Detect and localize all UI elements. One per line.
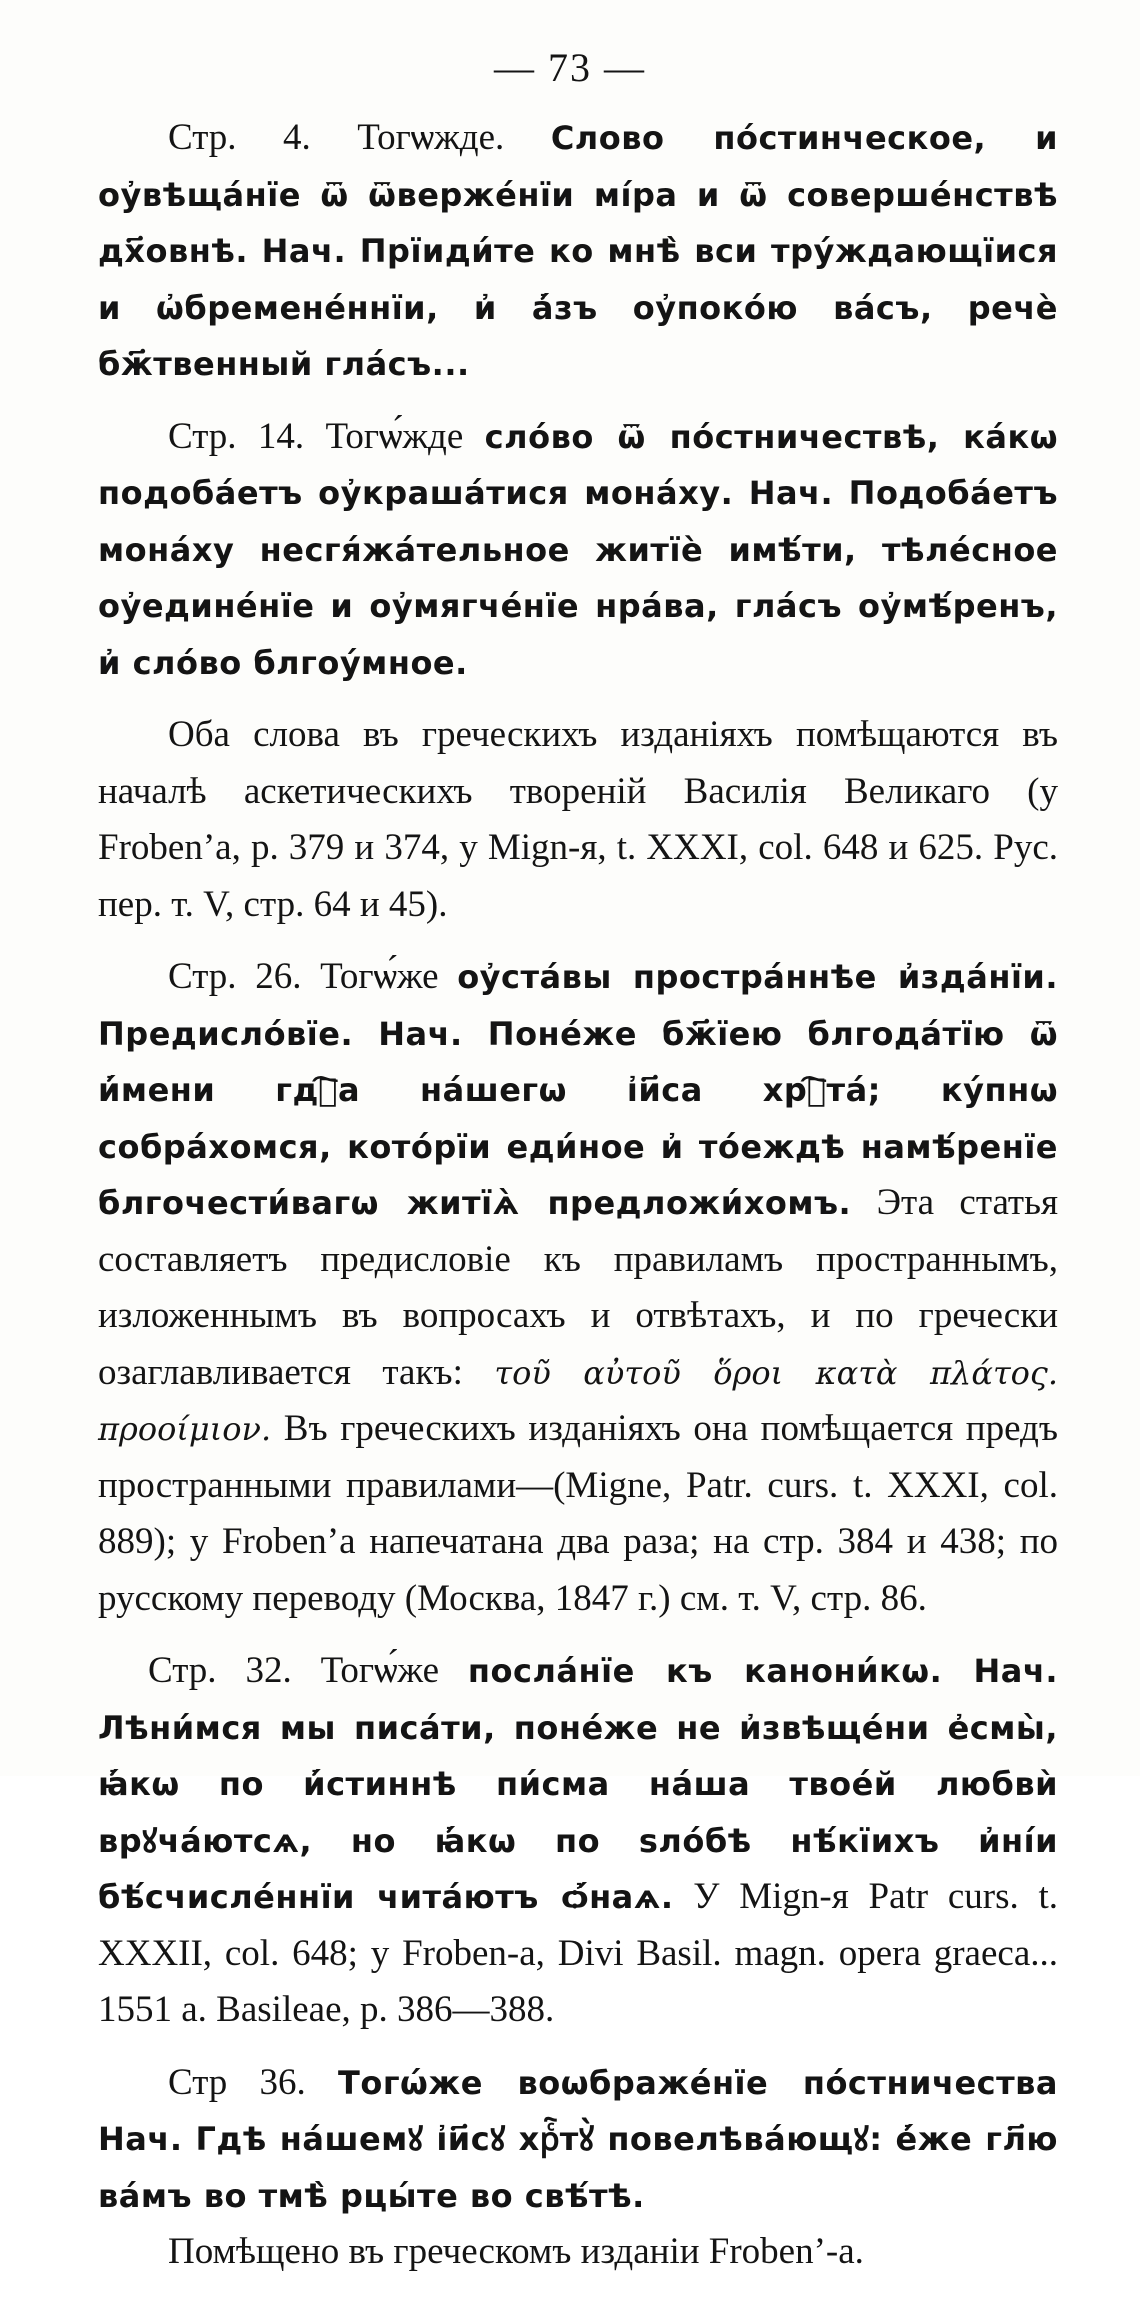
paragraph-commentary	[98, 707, 1058, 933]
church-slavonic-text: сло́во ѿ по́стничествѣ, ка́кѡ подоба́етъ оу҆краша́тися мона́ху. Нач. Подоба́етъ мона́ху несгя́жа́тельное житїѐ имѣ́ти, тѣле́сное оу҆едине́нїе и оу҆мягче́нїе нра́ва, гла́съ оу҆мѣ́ренъ, и҆ сло́во блгоу́мное.	[98, 417, 1059, 682]
commentary-text: Помѣщено въ греческомъ изданіи Froben’-а.	[168, 2231, 864, 2272]
commentary-text: Оба слова въ греческихъ изданіяхъ помѣщаются въ началѣ аскетическихъ твореній Василія Великаго (у Froben’а, p. 379 и 374, у Mign-я, t. XXXI, col. 648 и 625. Рус. пер. т. V, стр. 64 и 45).	[98, 714, 1058, 925]
paragraph-closing	[98, 2224, 1058, 2281]
paragraph-str-26	[98, 949, 1058, 1627]
greek-title: τοῦ αὐτοῦ ὅροι κατὰ πλάτος. προοίμιον.	[98, 1353, 1058, 1448]
church-slavonic-text: Слово по́стинческое, и оу҆вѣща́нїе ѿ ѿверже́нїи мі́ра и ѿ соверше́нствѣ дх҃овнѣ. Нач. Прїиди́те ко мнѣ̀ вси тру́ждающїися и ѡ҆бремене́ннїи, и҆ а҆́зъ оу҆поко́ю ва́съ, речѐ бж҃твенный гла́съ...	[98, 119, 1058, 383]
paragraph-str-36	[98, 2055, 1058, 2225]
commentary-text: Эта статья составляетъ предисловіе къ правиламъ пространнымъ, изложеннымъ въ вопросахъ и отвѣтахъ, и по гречески озаглавливается такъ:	[98, 1182, 1058, 1393]
paragraph-str-14	[98, 409, 1058, 692]
page-body	[98, 110, 1058, 2297]
paragraph-str-4	[98, 110, 1058, 393]
commentary-text-continued: Въ греческихъ изданіяхъ она помѣщается предъ пространными правилами—(Migne, Patr. curs. t. XXXI, col. 889); у Froben’а напечатана два раза; на стр. 384 и 438; по русскому переводу (Москва, 1847 г.) см. т. V, стр. 86.	[98, 1408, 1058, 1619]
page-number: — 73 —	[494, 45, 646, 90]
paragraph-reference: Стр. 4. Тогѡжде.	[168, 117, 505, 158]
paragraph-reference: Стр. 26. Тогѡ́же	[168, 956, 439, 997]
paragraph-reference: Стр 36.	[168, 2061, 306, 2103]
paragraph-reference: Стр. 14. Тогѡ́жде	[168, 415, 464, 457]
church-slavonic-text: Тогѡ́же воѡбраже́нїе по́стничества Нач. Гдѣ на́шемꙋ і҆и҃сꙋ хрⷭ҇тꙋ̀ повелѣва́ющꙋ: е҆́же гл҃ю ва́мъ во тмѣ̀ рцы́те во свѣ́тѣ.	[98, 2063, 1058, 2215]
church-slavonic-text: оу҆ста́вы простра́ннѣе и҆зда́нїи. Предисло́вїе. Нач. Поне́же бж҃їею блгода́тїю ѿ и҆́мени гдⷭ҇а на́шегѡ і҆и҃са хрⷭ҇та́; ку́пнѡ собра́хомся, кото́рїи еди́ное и҆ то́еждѣ намѣ́ренїе блгочести́вагѡ житїѧ̀ предложи́хомъ.	[98, 958, 1058, 1222]
paragraph-reference: Стр. 32. Тогѡ́же	[148, 1650, 440, 1691]
commentary-text: У Mign-я Patr curs. t. XXXII, col. 648; у Froben-а, Divi Basil. magn. opera graeca... 1551 a. Basileae, p. 386—388.	[98, 1876, 1058, 2030]
paragraph-str-32	[98, 1643, 1058, 2039]
church-slavonic-text: посла́нїе къ канони́кѡ. Нач. Лѣни́мся мы писа́ти, поне́же не и҆звѣще́ни е҆смы̀, ꙗ҆́кѡ по и҆́стиннѣ пи́сма на́ша твое́й любвѝ врꙋча́ютсѧ, но ꙗ҆́кѡ по ѕло́бѣ нѣ́кїихъ и҆ні́и бѣ́счисле́ннїи чита́ютъ ѻ҆́наѧ.	[98, 1652, 1058, 1916]
